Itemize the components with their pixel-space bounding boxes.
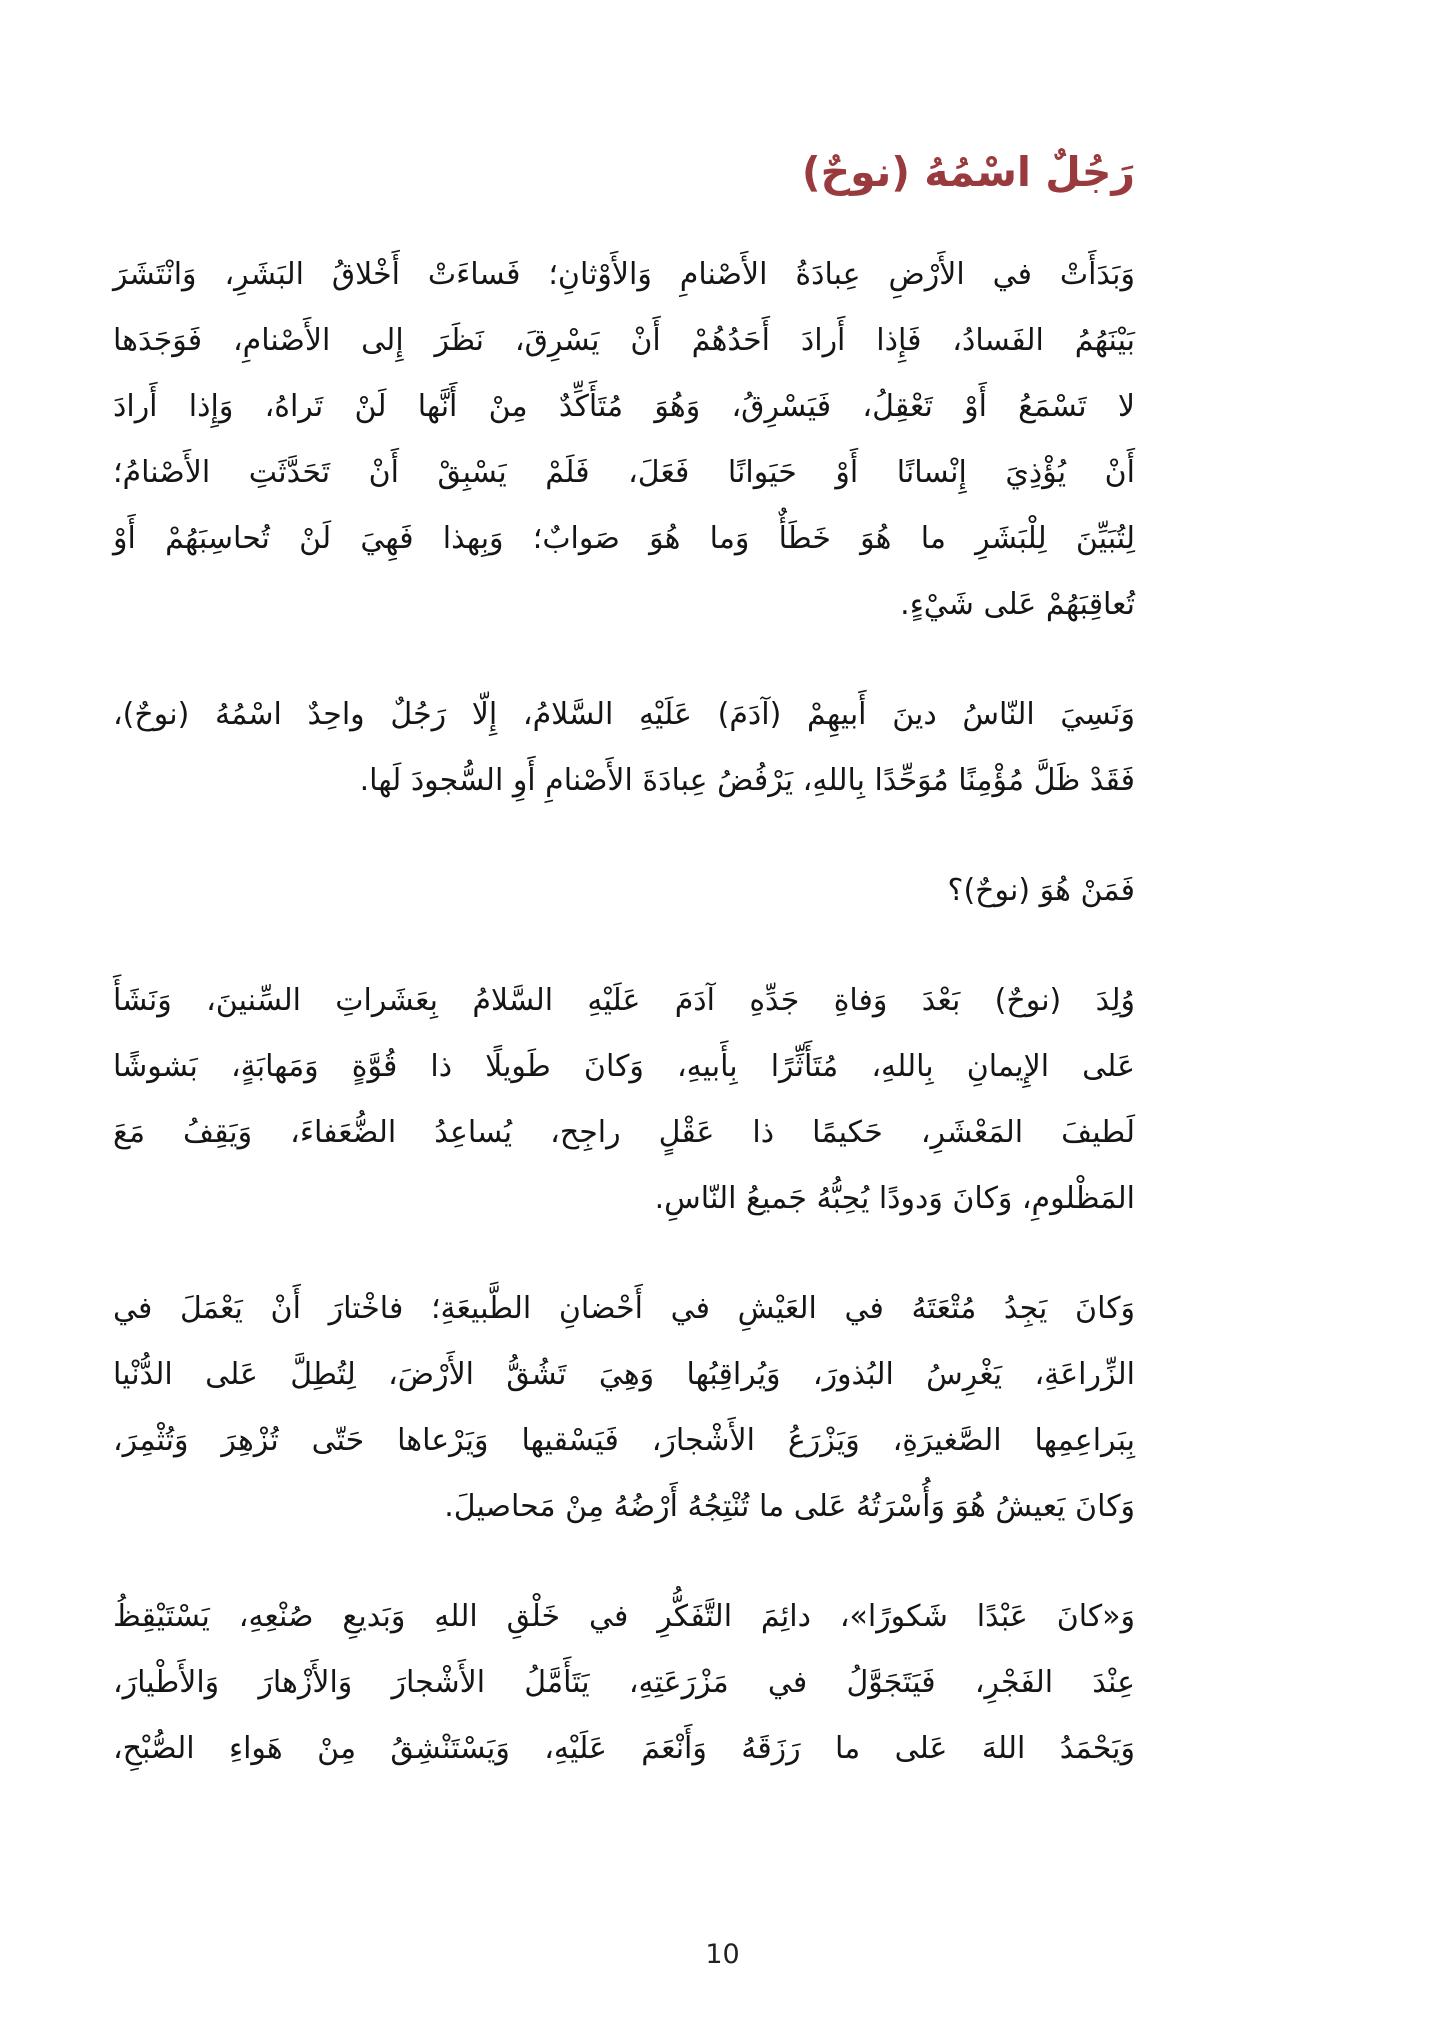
text-line: بَيْنَهُمُ الفَسادُ، فَإِذا أَرادَ أَحَدُهُمْ أَنْ يَسْرِقَ، نَظَرَ إِلى الأَصْنامِ، فَوَجَدَها	[113, 323, 1135, 358]
text-line: عَلى الإِيمانِ بِاللهِ، مُتَأَثِّرًا بِأَبيهِ، وَكانَ طَويلًا ذا قُوَّةٍ وَمَهابَةٍ، بَشوشًا	[113, 1049, 1135, 1084]
paragraph	[113, 242, 1135, 638]
text-line: وَ«كانَ عَبْدًا شَكورًا»، دائِمَ التَّفَكُّرِ في خَلْقِ اللهِ وَبَديعِ صُنْعِهِ، يَسْتَيْقِظُ	[113, 1599, 1135, 1634]
text-line: الزِّراعَةِ، يَغْرِسُ البُذورَ، وَيُراقِبُها وَهِيَ تَشُقُّ الأَرْضَ، لِتُطِلَّ عَلى الدُّنْيا	[113, 1357, 1135, 1392]
paragraph	[113, 968, 1135, 1232]
paragraph	[113, 1276, 1135, 1540]
text-line: لِتُبَيِّنَ لِلْبَشَرِ ما هُوَ خَطَأٌ وَما هُوَ صَوابٌ؛ وَبِهذا فَهِيَ لَنْ تُحاسِبَهُمْ أَوْ	[113, 521, 1135, 556]
page-number: 10	[705, 1939, 740, 1970]
page-title: رَجُلٌ اسْمُهُ (نوحٌ)	[801, 148, 1135, 196]
text-line: فَمَنْ هُوَ (نوحٌ)؟	[947, 873, 1135, 908]
text-line: وُلِدَ (نوحٌ) بَعْدَ وَفاةِ جَدِّهِ آدَمَ عَلَيْهِ السَّلامُ بِعَشَراتِ السِّنينَ، وَنَشَأَ	[113, 983, 1135, 1018]
body-paragraphs	[113, 242, 1135, 1782]
text-line: فَقَدْ ظَلَّ مُؤْمِنًا مُوَحِّدًا بِاللهِ، يَرْفُضُ عِبادَةَ الأَصْنامِ أَوِ السُّجودَ لَها.	[359, 763, 1135, 798]
paragraph	[113, 1584, 1135, 1782]
question-paragraph	[113, 858, 1135, 924]
text-line: وَكانَ يَعيشُ هُوَ وَأُسْرَتُهُ عَلى ما تُنْتِجُهُ أَرْضُهُ مِنْ مَحاصيلَ.	[444, 1489, 1135, 1524]
paragraph	[113, 682, 1135, 814]
text-block	[113, 148, 1135, 1826]
text-line: بِبَراعِمِها الصَّغيرَةِ، وَيَزْرَعُ الأَشْجارَ، فَيَسْقيها وَيَرْعاها حَتّى تُزْهِرَ وَتُثْمِرَ،	[113, 1423, 1135, 1458]
text-line: عِنْدَ الفَجْرِ، فَيَتَجَوَّلُ في مَزْرَعَتِهِ، يَتَأَمَّلُ الأَشْجارَ وَالأَزْهارَ وَالأَطْيارَ،	[113, 1665, 1135, 1700]
page-footer	[310, 1939, 1135, 1970]
text-line: لَطيفَ المَعْشَرِ، حَكيمًا ذا عَقْلٍ راجِح، يُساعِدُ الضُّعَفاءَ، وَيَقِفُ مَعَ	[113, 1115, 1135, 1150]
text-line: وَكانَ يَجِدُ مُتْعَتَهُ في العَيْشِ في أَحْضانِ الطَّبيعَةِ؛ فاخْتارَ أَنْ يَعْمَلَ في	[113, 1291, 1135, 1326]
text-line: أَنْ يُؤْذِيَ إِنْسانًا أَوْ حَيَوانًا فَعَلَ، فَلَمْ يَسْبِقْ أَنْ تَحَدَّثَتِ الأَصْنامُ؛	[113, 455, 1135, 490]
text-line: المَظْلومِ، وَكانَ وَدودًا يُحِبُّهُ جَميعُ النّاسِ.	[654, 1181, 1135, 1216]
text-line: وَنَسِيَ النّاسُ دينَ أَبيهِمْ (آدَمَ) عَلَيْهِ السَّلامُ، إِلّا رَجُلٌ واحِدٌ اسْمُهُ (نوحٌ)،	[113, 697, 1135, 732]
text-line: وَبَدَأَتْ في الأَرْضِ عِبادَةُ الأَصْنامِ وَالأَوْثانِ؛ فَساءَتْ أَخْلاقُ البَشَرِ، وَانْتَشَرَ	[113, 257, 1135, 292]
text-line: وَيَحْمَدُ اللهَ عَلى ما رَزَقَهُ وَأَنْعَمَ عَلَيْهِ، وَيَسْتَنْشِقُ مِنْ هَواءِ الصُّبْحِ،	[113, 1731, 1135, 1766]
text-line: تُعاقِبَهُمْ عَلى شَيْءٍ.	[900, 587, 1135, 622]
text-line: لا تَسْمَعُ أَوْ تَعْقِلُ، فَيَسْرِقُ، وَهُوَ مُتَأَكِّدٌ مِنْ أَنَّها لَنْ تَراهُ، وَإِذا أَرادَ	[113, 389, 1135, 424]
